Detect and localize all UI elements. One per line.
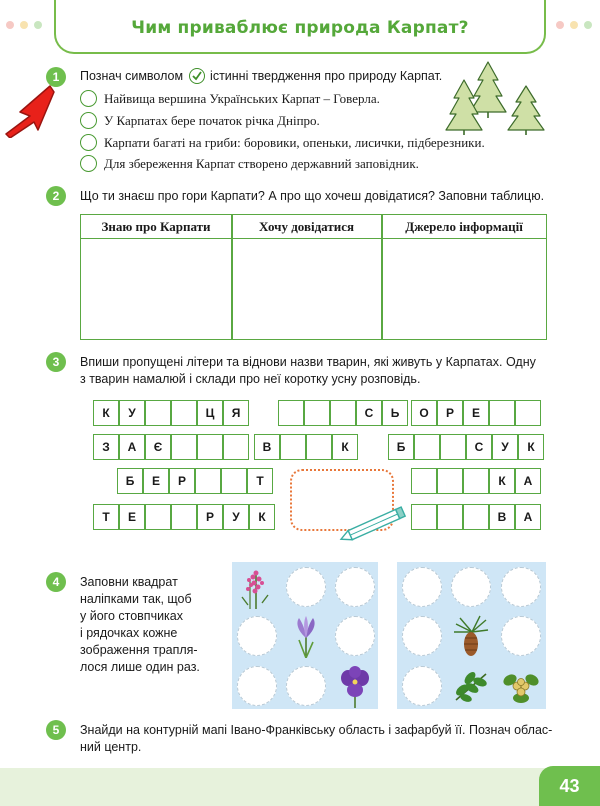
letter-cell[interactable] xyxy=(515,400,541,426)
letter-cell: А xyxy=(119,434,145,460)
heather-flower-icon xyxy=(236,565,276,611)
letter-cell: Б xyxy=(117,468,143,494)
option-label: Найвища вершина Українських Карпат – Говерла. xyxy=(104,91,380,106)
sticker-slot[interactable] xyxy=(402,616,442,656)
letter-cell: В xyxy=(489,504,515,530)
table-header: Знаю про Карпати xyxy=(81,215,231,239)
option-checkbox[interactable] xyxy=(80,155,97,172)
letter-cell[interactable] xyxy=(463,468,489,494)
letter-cell[interactable] xyxy=(330,400,356,426)
footer-band xyxy=(0,768,600,806)
letter-cell: А xyxy=(515,504,541,530)
task1-option[interactable] xyxy=(80,90,440,108)
option-checkbox[interactable] xyxy=(80,90,97,107)
option-label: У Карпатах бере початок річка Дніпро. xyxy=(104,113,320,128)
letter-cell: Б xyxy=(388,434,414,460)
title-box xyxy=(54,0,546,54)
task4-prompt-line: Заповни квадрат xyxy=(80,575,178,589)
letter-cell: С xyxy=(466,434,492,460)
letter-cell: К xyxy=(249,504,275,530)
table-header: Хочу довідатися xyxy=(231,215,382,239)
letter-cell[interactable] xyxy=(306,434,332,460)
letter-cell[interactable] xyxy=(304,400,330,426)
letter-cell[interactable] xyxy=(223,434,249,460)
letter-cell: Я xyxy=(223,400,249,426)
table-cell-want[interactable] xyxy=(233,240,381,339)
letter-cell[interactable] xyxy=(145,504,171,530)
letter-cell[interactable] xyxy=(197,434,223,460)
sticker-slot[interactable] xyxy=(286,666,326,706)
letter-cell: Ь xyxy=(382,400,408,426)
sticker-slot[interactable] xyxy=(451,567,491,607)
fir-trees-icon xyxy=(442,58,546,136)
letter-cell[interactable] xyxy=(280,434,306,460)
sticker-slot[interactable] xyxy=(286,567,326,607)
sticker-slot[interactable] xyxy=(237,616,277,656)
berry-branch-icon xyxy=(500,666,542,706)
sticker-slot[interactable] xyxy=(237,666,277,706)
letter-cell[interactable] xyxy=(414,434,440,460)
knowledge-table xyxy=(80,214,547,340)
task2-prompt: Що ти знаєш про гори Карпати? А про що хочеш довідатися? Заповни таблицю. xyxy=(80,189,545,203)
letter-cell: К xyxy=(332,434,358,460)
page-number: 43 xyxy=(539,766,600,806)
letter-cell: С xyxy=(356,400,382,426)
letter-cell: Р xyxy=(169,468,195,494)
letter-cell: А xyxy=(515,468,541,494)
letter-cell: З xyxy=(93,434,119,460)
option-checkbox[interactable] xyxy=(80,112,97,129)
task1-option[interactable] xyxy=(80,134,550,152)
table-header: Джерело інформації xyxy=(382,215,546,239)
letter-cell: У xyxy=(223,504,249,530)
option-checkbox[interactable] xyxy=(80,134,97,151)
letter-cell[interactable] xyxy=(221,468,247,494)
sticker-slot[interactable] xyxy=(335,567,375,607)
task1-option[interactable] xyxy=(80,112,440,130)
letter-cell: Е xyxy=(143,468,169,494)
pointer-arrow-icon xyxy=(4,84,60,138)
letter-cell[interactable] xyxy=(440,434,466,460)
task5-number: 5 xyxy=(46,720,66,740)
letter-cell: Ц xyxy=(197,400,223,426)
letter-cell[interactable] xyxy=(171,434,197,460)
letter-cell: Е xyxy=(463,400,489,426)
task3-prompt-line1: Впиши пропущені літери та віднови назви тварин, які живуть у Карпатах. Одну xyxy=(80,355,536,369)
task3-number: 3 xyxy=(46,352,66,372)
letter-cell[interactable] xyxy=(463,504,489,530)
letter-cell: К xyxy=(489,468,515,494)
sticker-slot[interactable] xyxy=(501,567,541,607)
letter-cell: Р xyxy=(437,400,463,426)
letter-cell[interactable] xyxy=(278,400,304,426)
check-symbol-icon xyxy=(189,68,205,84)
sticker-slot[interactable] xyxy=(335,616,375,656)
letter-cell: Є xyxy=(145,434,171,460)
option-label: Для збереження Карпат створено державний заповідник. xyxy=(104,156,419,171)
table-cell-know[interactable] xyxy=(81,240,231,339)
letter-cell[interactable] xyxy=(195,468,221,494)
task1-prompt-after: істинні твердження про природу Карпат. xyxy=(210,69,443,83)
pencil-icon xyxy=(338,506,408,544)
letter-cell[interactable] xyxy=(411,504,437,530)
sticker-slot[interactable] xyxy=(501,616,541,656)
letter-cell: Т xyxy=(247,468,273,494)
letter-cell: В xyxy=(254,434,280,460)
task2-number: 2 xyxy=(46,186,66,206)
table-cell-source[interactable] xyxy=(383,240,546,339)
task5-prompt-line1: Знайди на контурній мапі Івано-Франківську область і зафарбуй її. Познач облас- xyxy=(80,723,553,737)
letter-cell[interactable] xyxy=(171,400,197,426)
task1-option[interactable] xyxy=(80,155,500,173)
letter-cell: О xyxy=(411,400,437,426)
violet-flower-icon xyxy=(334,664,376,708)
letter-cell: К xyxy=(93,400,119,426)
task1-prompt xyxy=(80,68,442,85)
letter-cell[interactable] xyxy=(145,400,171,426)
task4-prompt-line: наліпками так, щоб xyxy=(80,592,192,606)
letter-cell: К xyxy=(518,434,544,460)
task3-prompt-line2: з тварин намалюй і склади про неї коротку усну розповідь. xyxy=(80,372,421,386)
task4-number: 4 xyxy=(46,572,66,592)
letter-cell: Т xyxy=(93,504,119,530)
sticker-slot[interactable] xyxy=(402,666,442,706)
task1-prompt-before: Познач символом xyxy=(80,69,184,83)
letter-cell: У xyxy=(119,400,145,426)
letter-cell[interactable] xyxy=(437,504,463,530)
letter-cell: Р xyxy=(197,504,223,530)
task1-number: 1 xyxy=(46,67,66,87)
task4-prompt-line: і рядочках кожне xyxy=(80,626,178,640)
letter-cell[interactable] xyxy=(171,504,197,530)
letter-cell: Е xyxy=(119,504,145,530)
option-label: Карпати багаті на гриби: боровики, опеньки, лисички, підберезники. xyxy=(104,135,485,150)
leaf-branch-icon xyxy=(450,666,492,706)
pine-cone-icon xyxy=(450,614,492,658)
letter-cell[interactable] xyxy=(437,468,463,494)
sticker-slot[interactable] xyxy=(402,567,442,607)
page-title: Чим приваблює природа Карпат? xyxy=(131,18,469,38)
letter-cell[interactable] xyxy=(489,400,515,426)
task4-prompt-line: у його стовпчиках xyxy=(80,609,184,623)
letter-cell: У xyxy=(492,434,518,460)
crocus-flower-icon xyxy=(285,614,327,658)
task4-prompt-line: лося лише один раз. xyxy=(80,660,200,674)
letter-cell[interactable] xyxy=(411,468,437,494)
task5-prompt-line2: ний центр. xyxy=(80,740,142,754)
task4-prompt-line: зображення трапля- xyxy=(80,643,198,657)
